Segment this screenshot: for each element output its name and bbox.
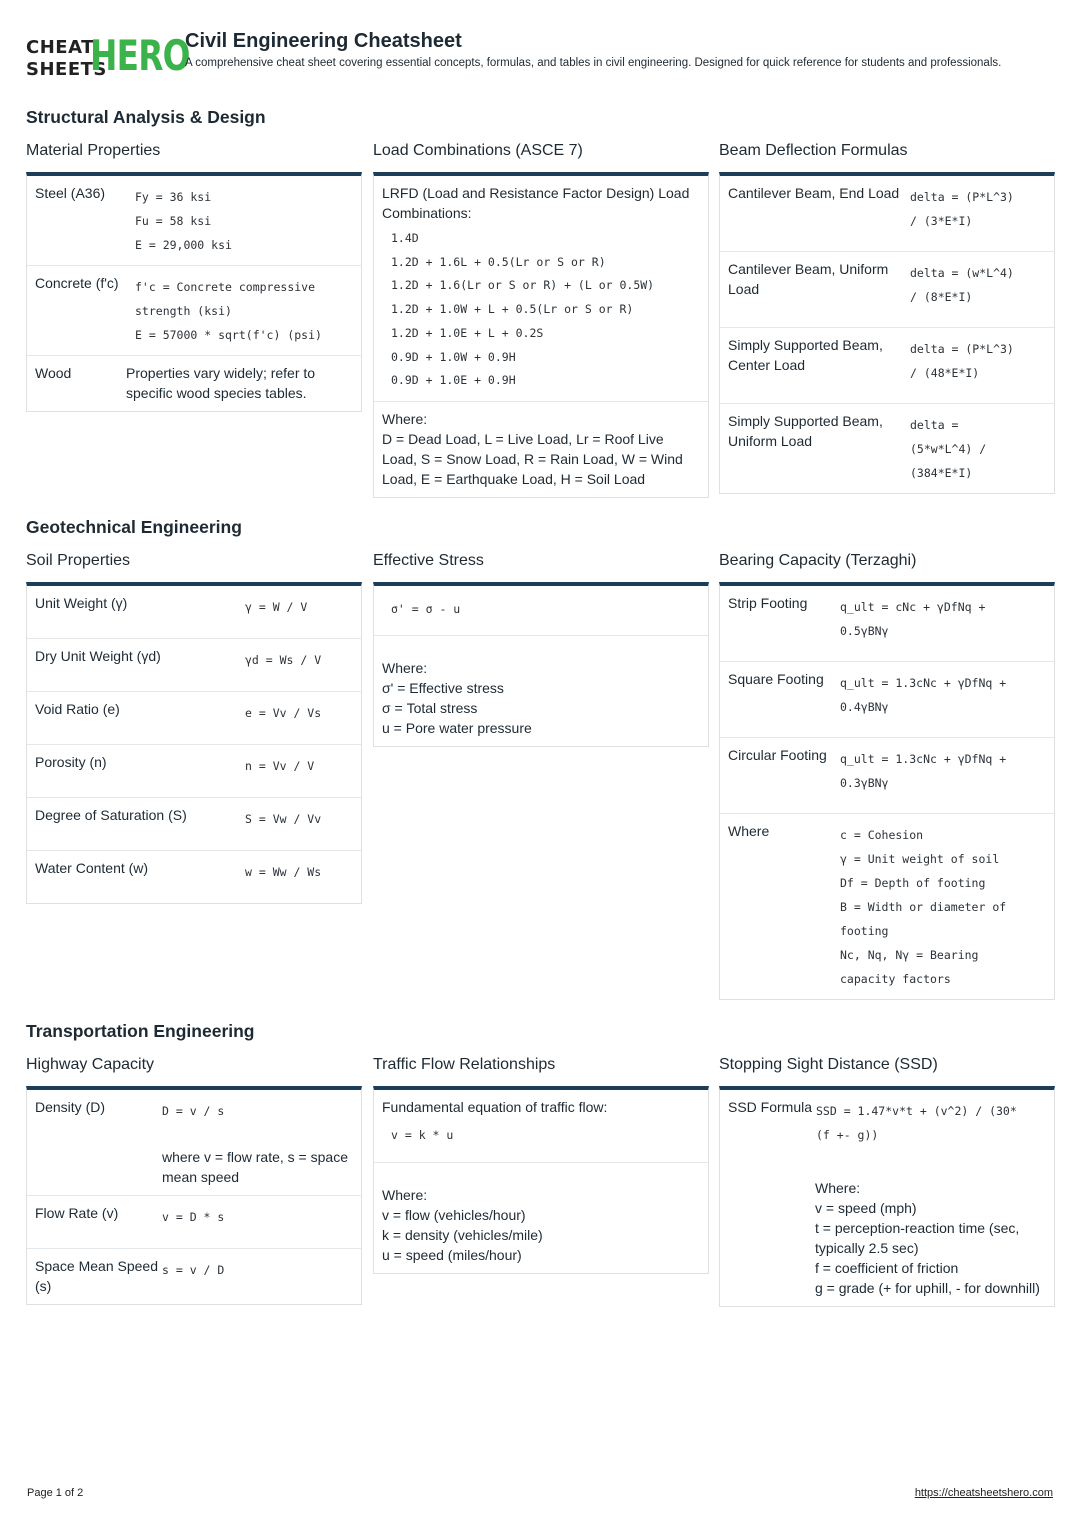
row-label: Unit Weight (γ) <box>35 595 128 611</box>
card-title-highway: Highway Capacity <box>26 1056 155 1073</box>
where-label: Where: <box>815 1180 861 1196</box>
formula-line: / (48*E*I) <box>910 366 980 380</box>
load-combos-block <box>374 176 708 402</box>
formula-line: Df = Depth of footing <box>840 876 986 890</box>
where-label: Where: <box>382 410 428 427</box>
traffic-flow-card <box>373 1086 709 1274</box>
table-row <box>27 639 361 692</box>
page-subtitle: A comprehensive cheat sheet covering essential concepts, formulas, and tables in civil engineering. Designed for quick reference for students and professionals. <box>185 57 1002 69</box>
formula-line: f'c = Concrete compressive <box>135 280 316 294</box>
cheatsheetshero-logo[interactable] <box>26 31 190 80</box>
page-number: Page 1 of 2 <box>27 1487 84 1499</box>
row-value: s = v / D <box>162 1263 225 1277</box>
row-value: Properties vary widely; refer to specific wood species tables. <box>126 365 316 401</box>
row-label: Square Footing <box>728 671 824 687</box>
row-value <box>135 273 353 347</box>
formula-line: strength (ksi) <box>135 304 232 318</box>
row-label: Strip Footing <box>728 595 808 611</box>
traffic-formula-block <box>374 1090 708 1163</box>
load-intro: LRFD (Load and Resistance Factor Design) Load Combinations: <box>382 185 690 221</box>
page-title: Civil Engineering Cheatsheet <box>185 30 462 52</box>
table-row <box>720 252 1054 328</box>
highway-capacity-card <box>26 1086 362 1305</box>
row-label: Wood <box>35 365 72 381</box>
bearing-capacity-card <box>719 582 1055 1000</box>
row-label: Simply Supported Beam, Center Load <box>728 337 883 373</box>
table-row <box>27 745 361 798</box>
table-row <box>720 814 1054 999</box>
formula-line: (f +- g)) <box>816 1128 879 1142</box>
row-value: e = Vv / Vs <box>245 706 322 720</box>
table-row <box>720 328 1054 404</box>
card-title-deflection: Beam Deflection Formulas <box>719 142 908 159</box>
row-value: v = D * s <box>162 1210 225 1224</box>
section-title-geotechnical: Geotechnical Engineering <box>26 517 242 537</box>
where-line: σ' = Effective stress <box>382 680 504 696</box>
combo-line: 1.2D + 1.0W + L + 0.5(Lr or S or R) <box>391 302 634 317</box>
row-value <box>816 1097 1046 1147</box>
page-header <box>26 30 1056 92</box>
density-note: where v = flow rate, s = space mean speed <box>162 1149 348 1185</box>
formula-line: q_ult = 1.3cNc + γDfNq + <box>840 676 1007 690</box>
traffic-formula: v = k * u <box>391 1128 454 1142</box>
where-line: σ = Total stress <box>382 700 478 716</box>
site-link[interactable]: https://cheatsheetshero.com <box>914 1487 1053 1499</box>
table-row <box>27 356 361 411</box>
effective-stress-card <box>373 582 709 747</box>
row-value: w = Ww / Ws <box>245 865 322 879</box>
row-value: S = Vw / Vv <box>245 812 322 826</box>
stopping-sight-distance-card <box>719 1086 1055 1307</box>
table-row <box>27 266 361 356</box>
traffic-where-block <box>374 1163 708 1273</box>
card-title-ssd: Stopping Sight Distance (SSD) <box>719 1056 938 1073</box>
combo-line: 0.9D + 1.0E + 0.9H <box>391 373 516 388</box>
row-label: Void Ratio (e) <box>35 701 120 717</box>
formula-line: SSD = 1.47*v*t + (v^2) / (30* <box>816 1104 1017 1118</box>
table-row <box>27 586 361 639</box>
row-label: Flow Rate (v) <box>35 1205 119 1221</box>
row-value <box>840 745 1046 805</box>
table-row <box>720 1090 1054 1306</box>
where-line: v = speed (mph) <box>815 1200 917 1216</box>
formula-line: delta = <box>910 418 959 432</box>
row-label: Cantilever Beam, Uniform Load <box>728 261 889 297</box>
combo-line: 1.2D + 1.0E + L + 0.2S <box>391 325 544 340</box>
row-value <box>135 183 353 257</box>
row-label: SSD Formula <box>728 1099 813 1115</box>
formula-line: Fu = 58 ksi <box>135 214 212 228</box>
where-label: Where: <box>382 660 428 676</box>
row-label: Density (D) <box>35 1099 106 1115</box>
table-row <box>720 404 1054 493</box>
stress-formula-block <box>374 586 708 636</box>
formula-line: B = Width or diameter of <box>840 900 1007 914</box>
table-row <box>27 1249 361 1304</box>
row-label: Space Mean Speed (s) <box>35 1258 158 1294</box>
where-line: k = density (vehicles/mile) <box>382 1227 543 1243</box>
formula-line: 0.3γBNγ <box>840 776 889 790</box>
row-label: Cantilever Beam, End Load <box>728 185 900 201</box>
load-where-block <box>374 402 708 497</box>
card-title-soil: Soil Properties <box>26 552 131 569</box>
ssd-where-block <box>728 1147 1046 1298</box>
section-title-structural: Structural Analysis & Design <box>26 107 266 127</box>
table-row <box>720 738 1054 814</box>
row-value <box>910 411 1046 485</box>
where-line: t = perception-reaction time (sec, typically 2.5 sec) <box>815 1220 1020 1256</box>
combo-line: 1.2D + 1.6L + 0.5(Lr or S or R) <box>391 254 606 269</box>
table-row <box>720 586 1054 662</box>
stress-where-block <box>374 636 708 746</box>
combo-line: 1.2D + 1.6(Lr or S or R) + (L or 0.5W) <box>391 278 655 293</box>
traffic-intro: Fundamental equation of traffic flow: <box>382 1099 608 1115</box>
formula-line: delta = (w*L^4) <box>910 266 1014 280</box>
where-line: u = speed (miles/hour) <box>382 1247 522 1263</box>
table-row <box>27 1090 361 1196</box>
row-value: D = v / s <box>162 1104 225 1118</box>
formula-line: Fy = 36 ksi <box>135 190 212 204</box>
card-title-traffic: Traffic Flow Relationships <box>373 1056 556 1073</box>
formula-line: Nc, Nq, Nγ = Bearing <box>840 948 979 962</box>
where-label: Where: <box>382 1187 428 1203</box>
soil-properties-card <box>26 582 362 904</box>
formula-line: γ = Unit weight of soil <box>840 852 1000 866</box>
table-row <box>27 692 361 745</box>
row-value <box>840 821 1046 991</box>
row-label: Dry Unit Weight (γd) <box>35 648 161 664</box>
formula-line: (5*w*L^4) / <box>910 442 987 456</box>
formula-line: capacity factors <box>840 972 951 986</box>
card-title-material: Material Properties <box>26 142 161 159</box>
where-line: u = Pore water pressure <box>382 720 532 736</box>
section-title-transportation: Transportation Engineering <box>26 1021 255 1041</box>
row-label: Water Content (w) <box>35 860 149 876</box>
table-row <box>720 176 1054 252</box>
formula-line: 0.4γBNγ <box>840 700 889 714</box>
table-row <box>27 851 361 903</box>
formula-line: delta = (P*L^3) <box>910 190 1014 204</box>
row-value <box>910 335 1046 395</box>
logo-sheets-text: SHEETS <box>26 59 107 80</box>
formula-line: (384*E*I) <box>910 466 973 480</box>
row-value: n = Vv / V <box>245 759 315 773</box>
formula-line: / (8*E*I) <box>910 290 973 304</box>
beam-deflection-card <box>719 172 1055 494</box>
formula-line: q_ult = cNc + γDfNq + <box>840 600 986 614</box>
row-value: γd = Ws / V <box>245 653 322 667</box>
table-row <box>27 176 361 266</box>
card-title-loads: Load Combinations (ASCE 7) <box>373 142 583 159</box>
row-label: Porosity (n) <box>35 754 107 770</box>
formula-line: 0.5γBNγ <box>840 624 889 638</box>
stress-formula: σ' = σ - u <box>391 602 461 616</box>
card-title-stress: Effective Stress <box>373 552 484 569</box>
where-line: v = flow (vehicles/hour) <box>382 1207 526 1223</box>
row-label: Circular Footing <box>728 747 827 763</box>
formula-line: / (3*E*I) <box>910 214 973 228</box>
logo-hero-text: HERO <box>90 31 190 80</box>
row-label: Where <box>728 823 770 839</box>
formula-line: delta = (P*L^3) <box>910 342 1014 356</box>
load-combinations-card <box>373 172 709 498</box>
where-text: D = Dead Load, L = Live Load, Lr = Roof Live Load, S = Snow Load, R = Rain Load, W = Wind Load, E = Earthquake Load, H = Soil Load <box>382 430 683 487</box>
row-label: Degree of Saturation (S) <box>35 807 187 823</box>
formula-line: E = 57000 * sqrt(f'c) (psi) <box>135 328 322 342</box>
combo-line: 1.4D <box>391 231 419 245</box>
row-value <box>840 669 1046 729</box>
table-row <box>720 662 1054 738</box>
row-label: Steel (A36) <box>35 185 106 201</box>
formula-line: q_ult = 1.3cNc + γDfNq + <box>840 752 1007 766</box>
combo-list <box>382 223 700 393</box>
logo-cheat-text: CHEAT <box>26 37 94 58</box>
row-label: Simply Supported Beam, Uniform Load <box>728 413 883 449</box>
formula-line: E = 29,000 ksi <box>135 238 232 252</box>
card-title-bearing: Bearing Capacity (Terzaghi) <box>719 552 917 569</box>
material-properties-card <box>26 172 362 412</box>
combo-line: 0.9D + 1.0W + 0.9H <box>391 349 516 364</box>
row-value: γ = W / V <box>245 600 308 614</box>
formula-line: footing <box>840 924 889 938</box>
row-value <box>910 183 1046 243</box>
row-label: Concrete (f'c) <box>35 275 119 291</box>
table-row <box>27 798 361 851</box>
row-value <box>910 259 1046 319</box>
table-row <box>27 1196 361 1249</box>
where-line: g = grade (+ for uphill, - for downhill) <box>815 1280 1040 1296</box>
where-line: f = coefficient of friction <box>815 1260 959 1276</box>
formula-line: c = Cohesion <box>840 828 924 842</box>
row-value <box>840 593 1046 653</box>
